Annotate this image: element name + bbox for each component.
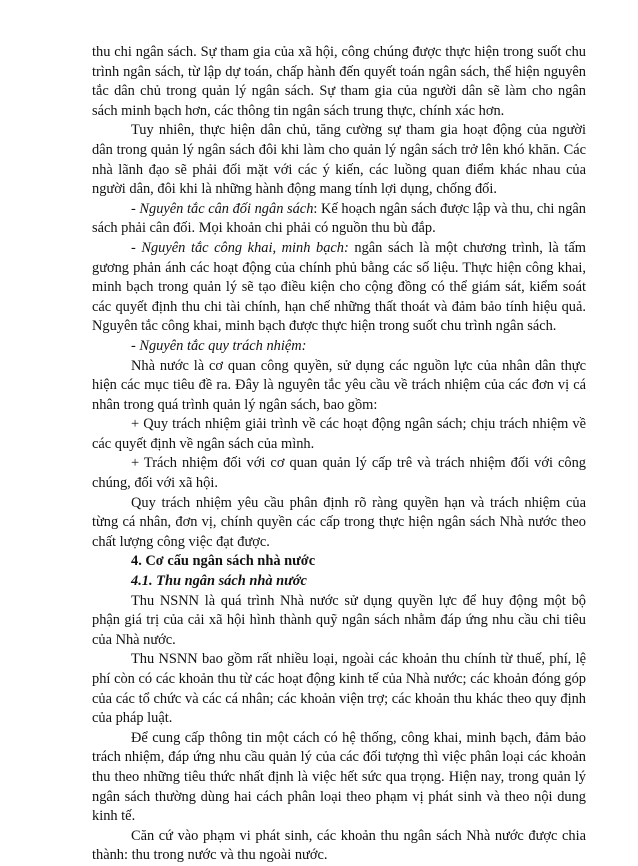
principle-label: - Nguyên tắc quy trách nhiệm: [131,337,307,354]
subsection-heading: 4.1. Thu ngân sách nhà nước [131,573,307,590]
paragraph: Nhà nước là cơ quan công quyền, sử dụng các nguồn lực của nhân dân thực hiện các mục tiêu đề ra. Đây là nguyên tắc yêu cầu về trách nhiệm của các đơn vị cá nhân trong quá trình quản lý ngân sách, bao gồm: [92,357,586,413]
paragraph-text: ngân sách là một chương trình, là tấm gương phản ánh các hoạt động của chính phủ bằng các số liệu. Thực hiện công khai, minh bạch trong quản lý sẽ tạo điều kiện cho cộng đồng có thể giám sát, kiểm soát các quyết định thu chi tài chính, hạn chế những thất thoát và đảm bảo tính hiệu quả. Nguyên tắc công khai, minh bạch được thực hiện trong suốt chu trình ngân sách. [92,239,586,335]
list-item: + Quy trách nhiệm giải trình về các hoạt động ngân sách; chịu trách nhiệm về các quyết định về ngân sách của mình. [92,416,586,452]
paragraph: Để cung cấp thông tin một cách có hệ thống, công khai, minh bạch, đảm bảo trách nhiệm, đáp ứng nhu cầu quản lý của các đối tượng thì việc phân loại các khoản thu theo những tiêu thức nhất định là việc hết sức qua trọng. Hiện nay, trong quản lý ngân sách thường dùng hai cách phân loại theo phạm vị phát sinh và theo nội dung kinh tế. [92,729,586,825]
paragraph-text: : Kế hoạch ngân sách được lập và thu, chi ngân sách phải cân đối. Mọi khoản chi phải có nguồn thu bù đắp. [92,200,586,237]
paragraph [92,239,586,337]
principle-label: - Nguyên tắc cân đối ngân sách [131,200,314,217]
document-page [92,43,586,866]
section-heading: 4. Cơ cấu ngân sách nhà nước [131,553,316,570]
paragraph: Thu NSNN là quá trình Nhà nước sử dụng quyền lực để huy động một bộ phận giá trị của cải xã hội hình thành quỹ ngân sách nhằm đáp ứng nhu cầu chi tiêu của Nhà nước. [92,592,586,648]
paragraph: Căn cứ vào phạm vi phát sinh, các khoản thu ngân sách Nhà nước được chia thành: thu trong nước và thu ngoài nước. [92,827,586,864]
paragraph: Quy trách nhiệm yêu cầu phân định rõ ràng quyền hạn và trách nhiệm của từng cá nhân, đơn vị, chính quyền các cấp trong thực hiện ngân sách Nhà nước theo chất lượng công việc đạt được. [92,494,586,550]
paragraph: thu chi ngân sách. Sự tham gia của xã hội, công chúng được thực hiện trong suốt chu trình ngân sách, từ lập dự toán, chấp hành đến quyết toán ngân sách, thể hiện nguyên tắc dân chủ trong quản lý ngân sách. Sự tham gia của người dân sẽ làm cho ngân sách minh bạch hơn, các thông tin ngân sách trung thực, chính xác hơn. [92,44,586,119]
paragraph: Thu NSNN bao gồm rất nhiều loại, ngoài các khoản thu chính từ thuế, phí, lệ phí còn có các khoản thu từ các hoạt động kinh tế của Nhà nước; các khoản đóng góp của các tổ chức và các cá nhân; các khoản viện trợ; các khoản thu khác theo quy định của pháp luật. [92,651,586,727]
principle-label: - Nguyên tắc công khai, minh bạch: [131,239,349,256]
list-item: + Trách nhiệm đối với cơ quan quản lý cấp trê và trách nhiệm đối với công chúng, đối với xã hội. [92,455,586,492]
paragraph [92,200,586,239]
paragraph: Tuy nhiên, thực hiện dân chủ, tăng cường sự tham gia hoạt động của người dân trong quản lý ngân sách đôi khi làm cho quản lý ngân sách trở lên khó khăn. Các nhà lãnh đạo sẽ phải đối mặt với các ý kiến, các luồng quan điểm khác nhau của người dân, đôi khi là những hành động mang tính lợi dụng, chống đối. [92,122,586,198]
